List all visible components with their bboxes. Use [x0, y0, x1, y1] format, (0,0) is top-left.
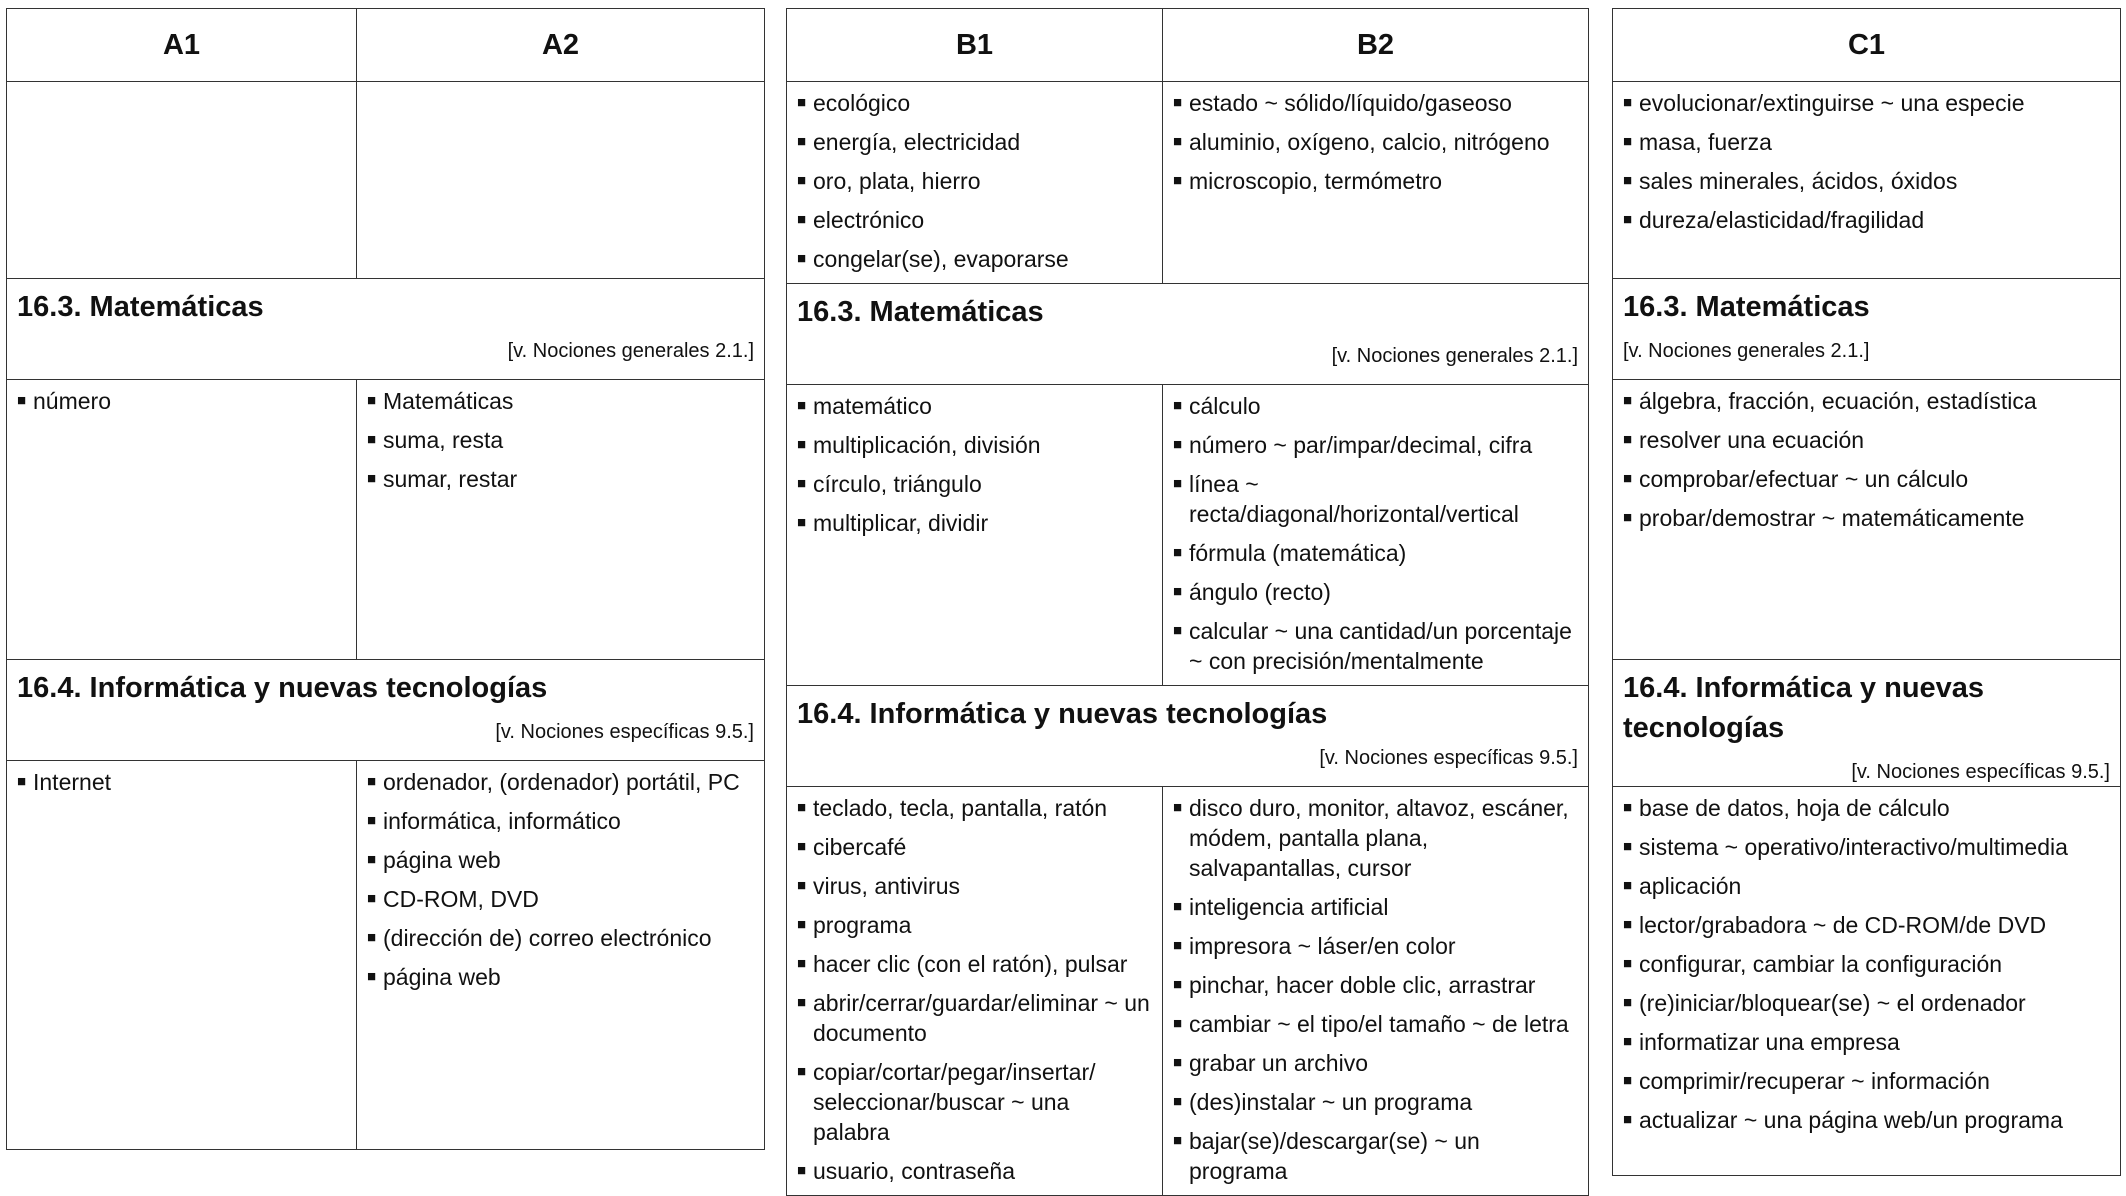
list-item: [1623, 166, 2110, 196]
list-item: [1173, 616, 1578, 676]
list-item: [1623, 205, 2110, 235]
list-item-text: número: [33, 388, 111, 414]
bullet-icon: ■: [1623, 470, 1633, 487]
list-item: [367, 464, 754, 494]
bullet-icon: ■: [1173, 172, 1183, 189]
table-b1-b2: [786, 8, 1589, 1196]
list-item: [1623, 910, 2110, 940]
list-item: [1173, 391, 1578, 421]
bullet-icon: ■: [1623, 172, 1633, 189]
section-header-math: [1613, 279, 2120, 365]
section-title: 16.4. Informática y nuevas tecnologías: [17, 672, 548, 704]
section-header-it: [7, 660, 764, 746]
section-reference: [v. Nociones generales 2.1.]: [507, 340, 754, 362]
list-item: [1623, 949, 2110, 979]
list-item-text: virus, antivirus: [813, 873, 960, 899]
section-header-math: [787, 284, 1588, 370]
list-item-text: dureza/elasticidad/fragilidad: [1639, 207, 1925, 233]
bullet-icon: ■: [17, 773, 27, 790]
list-item: [367, 962, 754, 992]
list-item-text: ecológico: [813, 90, 911, 116]
list-item-text: cálculo: [1189, 393, 1261, 419]
list-item: [1623, 871, 2110, 901]
list-item: [1173, 1087, 1578, 1117]
list-item: [797, 430, 1152, 460]
section-title: 16.3. Matemáticas: [797, 296, 1044, 328]
list-item: [1623, 386, 2110, 416]
bullet-icon: ■: [797, 475, 807, 492]
section-header-math: [7, 279, 764, 365]
list-item-text: círculo, triángulo: [813, 471, 982, 497]
list-item-text: lector/grabadora ~ de CD-ROM/de DVD: [1639, 912, 2047, 938]
section-reference: [v. Nociones generales 2.1.]: [1331, 345, 1578, 367]
list-item: [1173, 793, 1578, 883]
bullet-icon: ■: [17, 392, 27, 409]
bullet-icon: ■: [367, 812, 377, 829]
table-a1-a2: [6, 8, 765, 1150]
list-b2-math: [1163, 385, 1588, 676]
bullet-icon: ■: [797, 172, 807, 189]
bullet-icon: ■: [1623, 1072, 1633, 1089]
list-b1-row1: [787, 82, 1162, 274]
bullet-icon: ■: [797, 94, 807, 111]
header-a2: A2: [357, 9, 765, 82]
bullet-icon: ■: [797, 514, 807, 531]
list-item: [797, 127, 1152, 157]
list-item: [1623, 1066, 2110, 1096]
bullet-icon: ■: [1623, 955, 1633, 972]
list-c1-row1: [1613, 82, 2120, 235]
list-item-text: impresora ~ láser/en color: [1189, 933, 1456, 959]
bullet-icon: ■: [1623, 431, 1633, 448]
bullet-icon: ■: [1173, 1015, 1183, 1032]
list-item: [1623, 425, 2110, 455]
bullet-icon: ■: [797, 436, 807, 453]
list-b1-math: [787, 385, 1162, 538]
list-item: [1623, 988, 2110, 1018]
list-item-text: sales minerales, ácidos, óxidos: [1639, 168, 1958, 194]
bullet-icon: ■: [1173, 436, 1183, 453]
list-item: [1623, 1027, 2110, 1057]
list-item-text: sistema ~ operativo/interactivo/multimedia: [1639, 834, 2068, 860]
section-reference: [v. Nociones específicas 9.5.]: [1319, 747, 1578, 769]
bullet-icon: ■: [1173, 544, 1183, 561]
list-item-text: hacer clic (con el ratón), pulsar: [813, 951, 1128, 977]
bullet-icon: ■: [797, 916, 807, 933]
list-item: [367, 923, 754, 953]
list-item-text: grabar un archivo: [1189, 1050, 1368, 1076]
list-item-text: comprobar/efectuar ~ un cálculo: [1639, 466, 1969, 492]
list-item: [1173, 970, 1578, 1000]
list-item-text: CD-ROM, DVD: [383, 886, 539, 912]
list-item: [367, 884, 754, 914]
section-header-it: [787, 686, 1588, 772]
list-item-text: (re)iniciar/bloquear(se) ~ el ordenador: [1639, 990, 2026, 1016]
list-a2-it: [357, 761, 764, 992]
section-title: 16.4. Informática y nuevas tecnologías: [1623, 672, 1985, 744]
header-a1: A1: [7, 9, 357, 82]
list-item: [797, 910, 1152, 940]
list-item-text: actualizar ~ una página web/un programa: [1639, 1107, 2063, 1133]
list-item: [367, 806, 754, 836]
header-b1: B1: [787, 9, 1163, 82]
bullet-icon: ■: [1173, 583, 1183, 600]
list-item: [367, 425, 754, 455]
bullet-icon: ■: [1623, 994, 1633, 1011]
list-item: [797, 1057, 1152, 1147]
list-item-text: cibercafé: [813, 834, 907, 860]
list-item: [797, 832, 1152, 862]
list-a1-it: [7, 761, 356, 797]
bullet-icon: ■: [797, 250, 807, 267]
list-item-text: microscopio, termómetro: [1189, 168, 1443, 194]
list-a1-row1: [7, 82, 356, 88]
list-item-text: número ~ par/impar/decimal, cifra: [1189, 432, 1533, 458]
bullet-icon: ■: [797, 133, 807, 150]
list-a1-math: [7, 380, 356, 416]
list-item: [1173, 931, 1578, 961]
list-item: [797, 871, 1152, 901]
list-item: [1173, 88, 1578, 118]
list-c1-it: [1613, 787, 2120, 1135]
bullet-icon: ■: [367, 431, 377, 448]
list-item-text: programa: [813, 912, 912, 938]
list-item-text: comprimir/recuperar ~ información: [1639, 1068, 1990, 1094]
list-item: [797, 166, 1152, 196]
list-item-text: resolver una ecuación: [1639, 427, 1865, 453]
section-title: 16.3. Matemáticas: [1623, 291, 1870, 323]
section-header-it: [1613, 660, 2120, 786]
list-item-text: página web: [383, 847, 501, 873]
bullet-icon: ■: [1173, 1054, 1183, 1071]
list-item-text: teclado, tecla, pantalla, ratón: [813, 795, 1108, 821]
bullet-icon: ■: [1173, 799, 1183, 816]
list-item: [797, 988, 1152, 1048]
list-item: [1173, 577, 1578, 607]
bullet-icon: ■: [367, 773, 377, 790]
list-item: [367, 767, 754, 797]
list-item-text: evolucionar/extinguirse ~ una especie: [1639, 90, 2025, 116]
list-item: [797, 244, 1152, 274]
list-item-text: cambiar ~ el tipo/el tamaño ~ de letra: [1189, 1011, 1569, 1037]
bullet-icon: ■: [1623, 392, 1633, 409]
bullet-icon: ■: [797, 955, 807, 972]
list-b1-it: [787, 787, 1162, 1186]
bullet-icon: ■: [1173, 937, 1183, 954]
list-item-text: informatizar una empresa: [1639, 1029, 1900, 1055]
list-item-text: calcular ~ una cantidad/un porcentaje ~ con precisión/mentalmente: [1189, 618, 1572, 674]
bullet-icon: ■: [1623, 838, 1633, 855]
list-item: [1623, 793, 2110, 823]
list-item-text: probar/demostrar ~ matemáticamente: [1639, 505, 2025, 531]
list-item: [1173, 892, 1578, 922]
bullet-icon: ■: [1623, 94, 1633, 111]
list-item: [797, 469, 1152, 499]
header-b2: B2: [1163, 9, 1589, 82]
list-item-text: Matemáticas: [383, 388, 514, 414]
list-item: [797, 793, 1152, 823]
list-item-text: matemático: [813, 393, 932, 419]
section-reference: [v. Nociones específicas 9.5.]: [495, 721, 754, 743]
list-item: [1623, 127, 2110, 157]
list-item-text: congelar(se), evaporarse: [813, 246, 1069, 272]
list-item-text: aplicación: [1639, 873, 1742, 899]
bullet-icon: ■: [1623, 1033, 1633, 1050]
bullet-icon: ■: [367, 851, 377, 868]
list-item: [1173, 1048, 1578, 1078]
list-item: [797, 88, 1152, 118]
bullet-icon: ■: [1173, 622, 1183, 639]
list-item-text: bajar(se)/descargar(se) ~ un programa: [1189, 1128, 1480, 1184]
list-item-text: Internet: [33, 769, 111, 795]
bullet-icon: ■: [1173, 397, 1183, 414]
list-item: [1623, 464, 2110, 494]
bullet-icon: ■: [797, 838, 807, 855]
bullet-icon: ■: [367, 470, 377, 487]
list-item-text: pinchar, hacer doble clic, arrastrar: [1189, 972, 1536, 998]
list-item-text: configurar, cambiar la configuración: [1639, 951, 2003, 977]
list-item: [17, 386, 346, 416]
list-item: [1173, 538, 1578, 568]
bullet-icon: ■: [797, 211, 807, 228]
bullet-icon: ■: [1173, 898, 1183, 915]
table-c1: [1612, 8, 2121, 1176]
list-item: [367, 845, 754, 875]
bullet-icon: ■: [1173, 475, 1183, 492]
list-item: [1623, 1105, 2110, 1135]
list-item-text: álgebra, fracción, ecuación, estadística: [1639, 388, 2037, 414]
section-title: 16.4. Informática y nuevas tecnologías: [797, 698, 1328, 730]
list-c1-math: [1613, 380, 2120, 533]
list-item: [1173, 166, 1578, 196]
list-item: [1623, 503, 2110, 533]
list-a2-row1: [357, 82, 764, 88]
list-item-text: abrir/cerrar/guardar/eliminar ~ un documento: [813, 990, 1150, 1046]
list-item-text: ordenador, (ordenador) portátil, PC: [383, 769, 740, 795]
list-item-text: informática, informático: [383, 808, 621, 834]
list-item-text: suma, resta: [383, 427, 504, 453]
list-item: [797, 205, 1152, 235]
bullet-icon: ■: [1173, 976, 1183, 993]
list-item: [797, 508, 1152, 538]
header-c1: C1: [1613, 9, 2121, 82]
list-item-text: sumar, restar: [383, 466, 518, 492]
list-item-text: multiplicación, división: [813, 432, 1041, 458]
list-item: [797, 949, 1152, 979]
list-item-text: electrónico: [813, 207, 925, 233]
list-item: [797, 391, 1152, 421]
section-reference: [v. Nociones generales 2.1.]: [1623, 340, 1870, 362]
list-item: [1173, 469, 1578, 529]
bullet-icon: ■: [797, 877, 807, 894]
bullet-icon: ■: [1623, 1111, 1633, 1128]
list-item-text: usuario, contraseña: [813, 1158, 1016, 1184]
list-item-text: oro, plata, hierro: [813, 168, 981, 194]
list-item-text: base de datos, hoja de cálculo: [1639, 795, 1950, 821]
bullet-icon: ■: [367, 890, 377, 907]
list-item-text: página web: [383, 964, 501, 990]
list-item-text: ángulo (recto): [1189, 579, 1331, 605]
list-item-text: estado ~ sólido/líquido/gaseoso: [1189, 90, 1512, 116]
list-item: [797, 1156, 1152, 1186]
list-item-text: (dirección de) correo electrónico: [383, 925, 712, 951]
bullet-icon: ■: [1623, 133, 1633, 150]
bullet-icon: ■: [797, 799, 807, 816]
bullet-icon: ■: [1623, 877, 1633, 894]
list-item: [17, 767, 346, 797]
bullet-icon: ■: [1623, 211, 1633, 228]
bullet-icon: ■: [1173, 1132, 1183, 1149]
bullet-icon: ■: [797, 397, 807, 414]
list-item-text: disco duro, monitor, altavoz, escáner, módem, pantalla plana, salvapantallas, cursor: [1189, 795, 1569, 881]
list-b2-row1: [1163, 82, 1588, 196]
list-item: [1173, 430, 1578, 460]
bullet-icon: ■: [1173, 94, 1183, 111]
bullet-icon: ■: [1623, 799, 1633, 816]
bullet-icon: ■: [1623, 916, 1633, 933]
list-item: [1173, 1126, 1578, 1186]
list-item: [1623, 88, 2110, 118]
list-item: [1173, 127, 1578, 157]
bullet-icon: ■: [797, 1063, 807, 1080]
list-item-text: copiar/cortar/pegar/insertar/ seleccionar/buscar ~ una palabra: [813, 1059, 1096, 1145]
bullet-icon: ■: [797, 994, 807, 1011]
list-item-text: energía, electricidad: [813, 129, 1021, 155]
bullet-icon: ■: [367, 968, 377, 985]
bullet-icon: ■: [367, 392, 377, 409]
list-item-text: masa, fuerza: [1639, 129, 1772, 155]
bullet-icon: ■: [1623, 509, 1633, 526]
list-item: [1173, 1009, 1578, 1039]
section-reference: [v. Nociones específicas 9.5.]: [1851, 761, 2110, 783]
bullet-icon: ■: [1173, 1093, 1183, 1110]
list-item: [1623, 832, 2110, 862]
list-b2-it: [1163, 787, 1588, 1186]
list-item-text: inteligencia artificial: [1189, 894, 1389, 920]
bullet-icon: ■: [1173, 133, 1183, 150]
bullet-icon: ■: [797, 1162, 807, 1179]
list-item: [367, 386, 754, 416]
list-item-text: multiplicar, dividir: [813, 510, 989, 536]
bullet-icon: ■: [367, 929, 377, 946]
list-item-text: (des)instalar ~ un programa: [1189, 1089, 1473, 1115]
list-item-text: aluminio, oxígeno, calcio, nitrógeno: [1189, 129, 1550, 155]
list-item-text: fórmula (matemática): [1189, 540, 1407, 566]
list-item-text: línea ~ recta/diagonal/horizontal/vertical: [1189, 471, 1519, 527]
section-title: 16.3. Matemáticas: [17, 291, 264, 323]
list-a2-math: [357, 380, 764, 494]
